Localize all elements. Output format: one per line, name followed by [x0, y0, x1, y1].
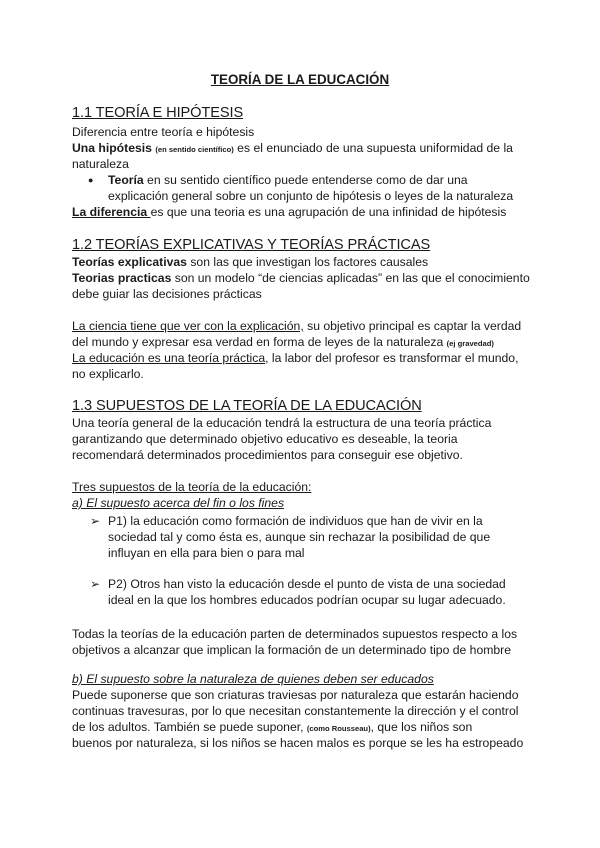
b-paragraph-line1: Puede suponerse que son criaturas traviesas por naturaleza que estarán haciendo	[72, 688, 519, 702]
hipotesis-definition	[72, 140, 513, 158]
p2-label: P2)	[108, 577, 127, 591]
section-heading-1-1: 1.1 TEORÍA E HIPÓTESIS	[72, 105, 244, 121]
b-text-pre: de los adultos. También se puede suponer,	[72, 720, 307, 734]
bullet-icon: ●	[88, 175, 94, 185]
ciencia-note: (ej gravedad)	[446, 339, 494, 348]
hipotesis-definition-cont: naturaleza	[72, 157, 129, 171]
explicativas-term: Teorías explicativas	[72, 255, 187, 269]
educacion-underlined: La educación es una teoría práctica	[72, 351, 266, 365]
document-title: TEORÍA DE LA EDUCACIÓN	[210, 72, 390, 87]
section-heading-1-3: 1.3 SUPUESTOS DE LA TEORÍA DE LA EDUCACIÓN	[72, 398, 422, 414]
p1-text: la educación como formación de individuos que han de vivir en la	[126, 514, 483, 528]
supuestos-paragraph-line1: Una teoría general de la educación tendrá la estructura de una teoría práctica	[72, 416, 492, 430]
diferencia-line	[72, 204, 506, 220]
supuestos-paragraph-line3: recomendará determinados procedimientos para conseguir ese objetivo.	[72, 448, 463, 462]
teoria-definition-cont: explicación general sobre un conjunto de hipótesis o leyes de la naturaleza	[108, 189, 514, 203]
p1-label: P1)	[108, 514, 127, 528]
teoria-definition	[108, 172, 468, 188]
educacion-line	[72, 350, 518, 366]
tres-supuestos-heading: Tres supuestos de la teoría de la educación:	[72, 480, 312, 494]
practicas-line	[72, 270, 530, 286]
teoria-term: Teoría	[108, 173, 144, 187]
section-subtitle: Diferencia entre teoría e hipótesis	[72, 125, 255, 139]
b-paragraph-line2: continuas travesuras, por lo que necesitan constantemente la dirección y el control	[72, 704, 519, 718]
hipotesis-text: es el enunciado de una supuesta uniformidad de la	[233, 141, 513, 155]
p2-line-2: ideal en la que los hombres educados podrían ocupar su lugar adecuado.	[108, 593, 506, 607]
teoria-text: en su sentido científico puede entenderse como de dar una	[143, 173, 468, 187]
p1-line-3: influyan en ella para bien o para mal	[108, 546, 305, 560]
p1-line-2: sociedad tal y como ésta es, aunque sin rechazar la posibilidad de que	[108, 530, 491, 544]
explicativas-line	[72, 254, 428, 270]
p2-line	[108, 576, 506, 592]
ciencia-text: su objetivo principal es captar la verdad	[303, 319, 522, 333]
educacion-text: , la labor del profesor es transformar el mundo,	[265, 351, 519, 365]
todas-line1: Todas la teorías de la educación parten de determinados supuestos respecto a los	[72, 627, 518, 641]
ciencia-line	[72, 318, 521, 334]
arrow-bullet-icon: ➢	[90, 577, 101, 591]
practicas-line-cont: debe guiar las decisiones prácticas	[72, 287, 262, 301]
b-paragraph-line4: buenos por naturaleza, si los niños se hacen malos es porque se les ha estropeado	[72, 736, 524, 750]
p1-line	[108, 513, 483, 529]
hipotesis-term: Una hipótesis	[72, 141, 152, 155]
arrow-bullet-icon: ➢	[90, 514, 101, 528]
educacion-line-cont: no explicarlo.	[72, 367, 144, 381]
supuestos-paragraph-line2: garantizando que determinado objetivo educativo es deseable, la teoria	[72, 432, 458, 446]
ciencia-text-cont: del mundo y expresar esa verdad en forma de leyes de la naturaleza	[72, 335, 447, 349]
explicativas-text: son las que investigan los factores causales	[186, 255, 429, 269]
p2-text: Otros han visto la educación desde el punto de vista de una sociedad	[126, 577, 506, 591]
hipotesis-note: (en sentido científico)	[155, 145, 234, 154]
diferencia-term: La diferencia	[72, 205, 151, 219]
supuesto-b-title: b) El supuesto sobre la naturaleza de quienes deben ser educados	[72, 672, 434, 686]
practicas-text: son un modelo “de ciencias aplicadas” en las que el conocimiento	[171, 271, 530, 285]
diferencia-text: es que una teoria es una agrupación de una infinidad de hipótesis	[150, 205, 507, 219]
section-heading-1-2: 1.2 TEORÍAS EXPLICATIVAS Y TEORÍAS PRÁCTICAS	[72, 237, 431, 253]
todas-line2: objetivos a alcanzar que implican la formación de un determinado tipo de hombre	[72, 643, 512, 657]
ciencia-underlined: La ciencia tiene que ver con la explicación,	[72, 319, 304, 333]
b-text-post: , que los niños son	[370, 720, 473, 734]
practicas-term: Teorias practicas	[72, 271, 172, 285]
supuesto-a-title: a) El supuesto acerca del fin o los fines	[72, 496, 285, 510]
rousseau-note: (como Rousseau)	[306, 724, 371, 733]
